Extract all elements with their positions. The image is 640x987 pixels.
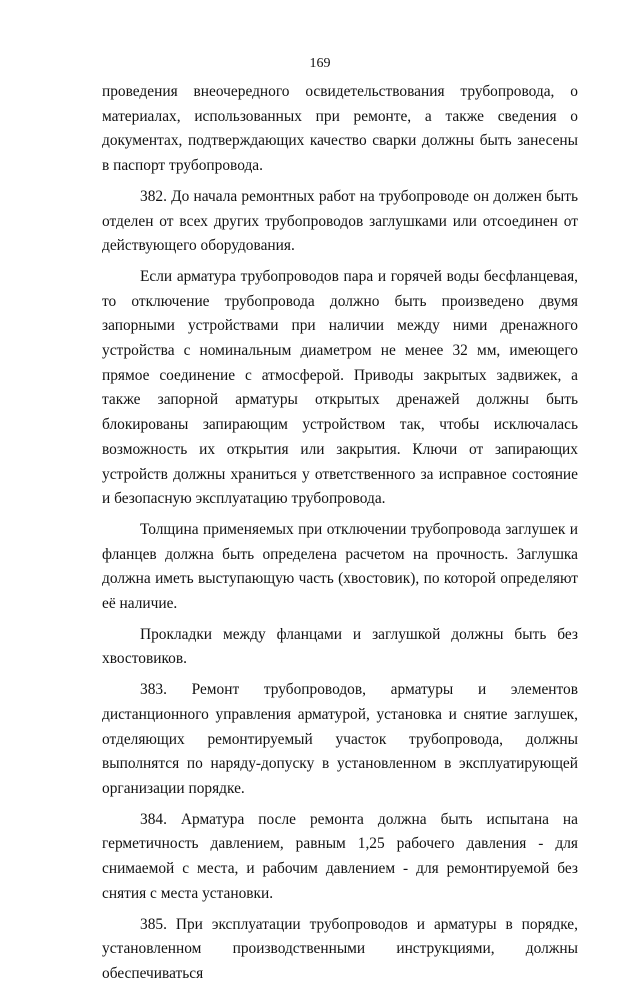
paragraph-prokladki: Прокладки между фланцами и заглушкой должны быть без хвостовиков. (102, 625, 578, 668)
page-number: 169 (309, 56, 331, 71)
paragraph-385: 385. При эксплуатации трубопроводов и арматуры в порядке, установленном производственными инструкциями, должны обеспечиваться (102, 915, 578, 982)
paragraph-384: 384. Арматура после ремонта должна быть испытана на герметичность давлением, равным 1,25 рабочего давления - для снимаемой с места, и рабочим давлением - для ремонтируемой без снятия с места установки. (102, 810, 578, 902)
document-body (102, 80, 578, 987)
paragraph-382: 382. До начала ремонтных работ на трубопроводе он должен быть отделен от всех других трубопроводов заглушками или отсоединен от действующего оборудования. (102, 187, 578, 255)
paragraph-zaglushki-tolshchina: Толщина применяемых при отключении трубопровода заглушек и фланцев должна быть определена расчетом на прочность. Заглушка должна иметь выступающую часть (хвостовик), по которой определяют её наличие. (102, 520, 578, 613)
paragraph-383: 383. Ремонт трубопроводов, арматуры и элементов дистанционного управления арматурой, установка и снятие заглушек, отделяющих ремонтируемый участок трубопровода, должны выполнятся по наряду-допуску в установленном в эксплуатирующей организации порядке. (102, 681, 578, 797)
paragraph-bezflantsevaya-armatura: Если арматура трубопроводов пара и горячей воды бесфланцевая, то отключение трубопровода должно быть произведено двумя запорными устройствами при наличии между ними дренажного устройства с номинальным диаметром не менее 32 мм, имеющего прямое соединение с атмосферой. Приводы закрытых задвижек, а также запорной арматуры открытых дренажей должны быть блокированы запирающим устройством так, чтобы исключалась возможность их открытия или закрытия. Ключи от запирающих устройств должны храниться у ответственного за исправное состояние и безопасную эксплуатацию трубопровода. (102, 267, 578, 508)
paragraph-continuation: проведения внеочередного освидетельствования трубопровода, о материалах, использованных при ремонте, а также сведения о документах, подтверждающих качество сварки должны быть занесены в паспорт трубопровода. (102, 83, 578, 175)
